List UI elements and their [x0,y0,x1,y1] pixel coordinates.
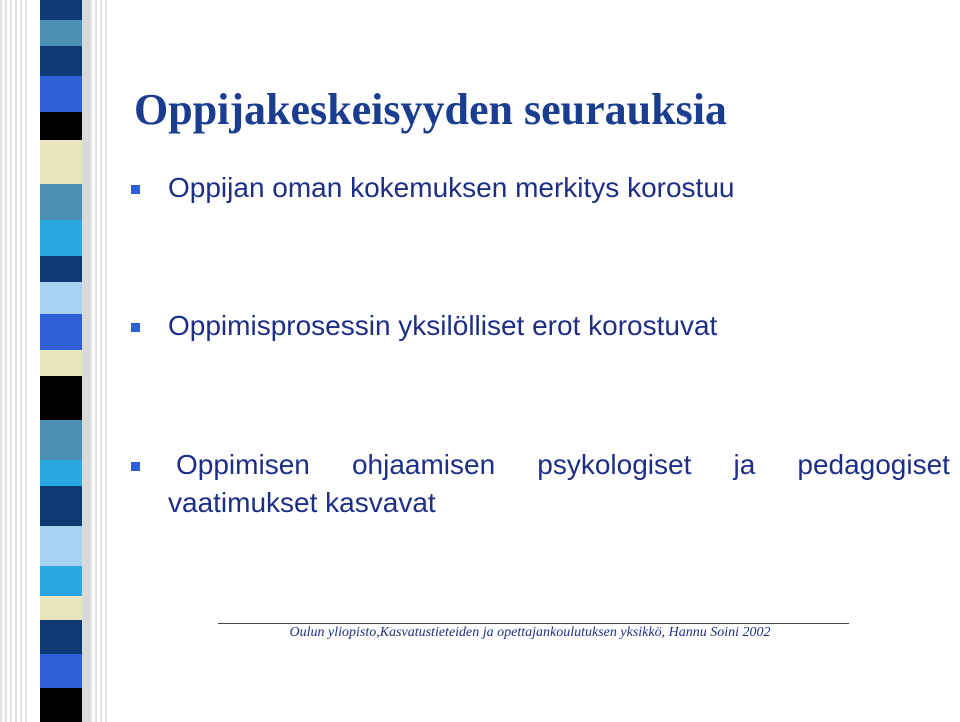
strip-block [40,282,82,314]
strip-block [40,350,82,376]
bullet-word: psykologiset [537,449,692,480]
slide-footer: Oulun yliopisto,Kasvatustieteiden ja opettajankoulutuksen yksikkö, Hannu Soini 2002 [289,625,771,640]
strip-block [40,460,82,486]
square-bullet-icon [131,323,140,332]
bullet-text-line-2: vaatimukset kasvavat [168,487,436,518]
strip-block [40,20,82,46]
hatched-band-right [90,0,110,722]
strip-block [40,420,82,460]
strip-block [40,486,82,526]
strip-block [40,220,82,256]
strip-block [40,184,82,220]
strip-block [40,112,82,140]
strip-block [40,0,82,20]
bullet-word: ohjaamisen [351,449,496,480]
square-bullet-icon [131,462,140,471]
strip-block [40,140,82,184]
bullet-text-line-1 [176,447,950,483]
strip-block [40,654,82,688]
strip-block [40,566,82,596]
decorative-side-strip [0,0,110,722]
strip-shadow [82,0,90,722]
bullet-text: Oppijan oman kokemuksen merkitys korostuu [168,172,735,203]
bullet-word: pedagogiset [797,449,950,480]
strip-block [40,526,82,566]
strip-block [40,256,82,282]
hatched-band-left [0,0,30,722]
strip-block [40,596,82,620]
strip-block [40,688,82,722]
strip-block [40,46,82,76]
strip-block [40,314,82,350]
bullet-text: Oppimisprosessin yksilölliset erot korostuvat [168,310,718,341]
strip-block [40,76,82,112]
square-bullet-icon [131,185,140,194]
footer-divider [218,623,849,624]
bullet-word: ja [733,449,756,480]
strip-block [40,376,82,420]
slide-title: Oppijakeskeisyyden seurauksia [134,85,727,134]
bullet-word: Oppimisen [176,449,310,480]
